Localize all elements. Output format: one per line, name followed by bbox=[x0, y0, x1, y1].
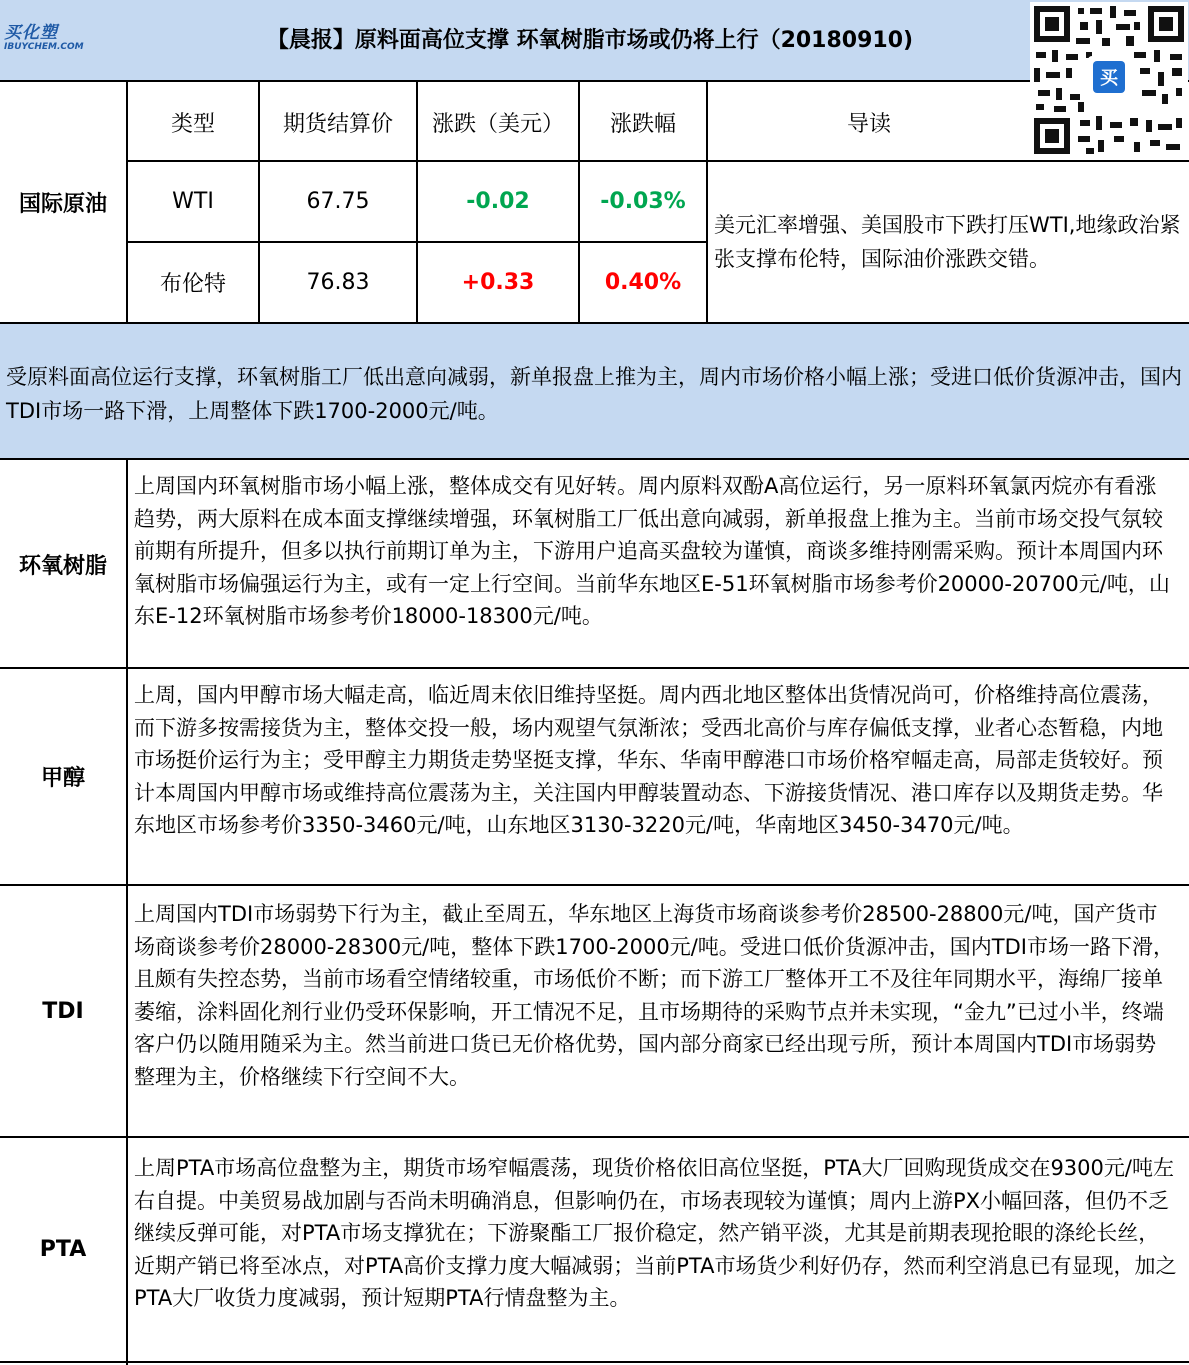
section-text-methanol: 上周，国内甲醇市场大幅走高，临近周末依旧维持坚挺。周内西北地区整体出货情况尚可，价格维持高位震荡，而下游多按需接货为主，整体交投一般，场内观望气氛渐浓；受西北高价与库存偏低支撑，业者心态暂稳，内地市场挺价运行为主；受甲醇主力期货走势坚挺支撑，华东、华南甲醇港口市场价格窄幅走高，局部走货较好。预计本周国内甲醇市场或维持高位震荡为主，关注国内甲醇装置动态、下游接货情况、港口库存以及期货走势。华东地区市场参考价3350-3460元/吨，山东地区3130-3220元/吨，华南地区3450-3470元/吨。 bbox=[134, 683, 1163, 838]
table-cell-type: 布伦特 bbox=[159, 272, 226, 297]
section-label-pta: PTA bbox=[39, 1237, 87, 1262]
section-label-crude: 国际原油 bbox=[18, 191, 107, 217]
section-text-pta: 上周PTA市场高位盘整为主，期货市场窄幅震荡，现货价格依旧高位坚挺，PTA大厂回购现货成交在9300元/吨左右自提。中美贸易战加剧与否尚未明确消息，但影响仍在，市场表现较为谨慎；周内上游PX小幅回落，但仍不乏继续反弹可能，对PTA市场支撑犹在；下游聚酯工厂报价稳定，然产销平淡，尤其是前期表现抢眼的涤纶长丝，近期产销已将至冰点，对PTA高价支撑力度大幅减弱；当前PTA市场货少利好仍存，然而利空消息已有显现，加之PTA大厂收货力度减弱，预计短期PTA行情盘整为主。 bbox=[134, 1156, 1177, 1311]
divider bbox=[0, 667, 1189, 669]
divider bbox=[0, 1136, 1189, 1138]
section-label-epoxy: 环氧树脂 bbox=[18, 554, 107, 579]
section-text-epoxy: 上周国内环氧树脂市场小幅上涨，整体成交有见好转。周内原料双酚A高位运行，另一原料环氧氯丙烷亦有看涨趋势，两大原料在成本面支撑继续增强，环氧树脂工厂低出意向减弱，新单报盘上推为主。当前市场交投气氛较前期有所提升，但多以执行前期订单为主，下游用户追高买盘较为谨慎，商谈多维持刚需采购。预计本周国内环氧树脂市场偏强运行为主，或有一定上行空间。当前华东地区E-51环氧树脂市场参考价20000-20700元/吨，山东E-12环氧树脂市场参考价18000-18300元/吨。 bbox=[134, 474, 1170, 629]
divider bbox=[1030, 160, 1189, 162]
column-header-type: 类型 bbox=[170, 111, 215, 137]
table-cell-price: 67.75 bbox=[306, 189, 370, 214]
svg-text:买: 买 bbox=[1100, 68, 1118, 89]
summary-banner bbox=[0, 322, 1189, 460]
table-cell-change: -0.02 bbox=[466, 189, 530, 214]
summary-text: 受原料面高位运行支撑，环氧树脂工厂低出意向减弱，新单报盘上推为主，周内市场价格小幅上涨；受进口低价货源冲击，国内TDI市场一路下滑，上周整体下跌1700-2000元/吨。 bbox=[6, 365, 1182, 423]
table-cell-change: +0.33 bbox=[461, 270, 535, 295]
table-cell-price: 76.83 bbox=[306, 270, 370, 295]
table-cell-type: WTI bbox=[172, 189, 214, 214]
table-cell-change-pct: 0.40% bbox=[604, 270, 682, 295]
column-header-change: 涨跌（美元） bbox=[431, 111, 564, 137]
qr-code-icon bbox=[1030, 2, 1188, 158]
logo-url: IBUYCHEM.COM bbox=[4, 42, 84, 52]
logo-text: 买化塑 bbox=[4, 23, 58, 43]
section-label-methanol: 甲醇 bbox=[40, 766, 85, 791]
section-text-tdi: 上周国内TDI市场弱势下行为主，截止至周五，华东地区上海货市场商谈参考价28500-28800元/吨，国产货市场商谈参考价28000-28300元/吨，整体下跌1700-2000元/吨。受进口低价货源冲击，国内TDI市场一路下滑，且颇有失控态势，当前市场看空情绪较重，市场低价不断；而下游工厂整体开工不及往年同期水平，海绵厂接单萎缩，涂料固化剂行业仍受环保影响，开工情况不足，且市场期待的采购节点并未实现，“金九”已过小半，终端客户仍以随用随采为主。然当前进口货已无价格优势，国内部分商家已经出现亏所，预计本周国内TDI市场弱势整理为主，价格继续下行空间不大。 bbox=[134, 902, 1174, 1089]
table-cell-change-pct: -0.03% bbox=[600, 189, 686, 214]
divider bbox=[0, 1361, 1189, 1363]
column-header-guide: 导读 bbox=[846, 111, 891, 137]
divider bbox=[0, 884, 1189, 886]
section-label-tdi: TDI bbox=[42, 998, 84, 1024]
brand-logo[interactable] bbox=[4, 24, 114, 58]
column-header-settle-price: 期货结算价 bbox=[282, 111, 393, 137]
qr-code bbox=[1030, 2, 1188, 158]
column-header-change-pct: 涨跌幅 bbox=[609, 111, 676, 137]
guide-text: 美元汇率增强、美国股市下跌打压WTI,地缘政治紧张支撑布伦特，国际油价涨跌交错。 bbox=[714, 213, 1181, 271]
page-title: 【晨报】原料面高位支撑 环氧树脂市场或仍将上行（20180910) bbox=[266, 28, 914, 53]
